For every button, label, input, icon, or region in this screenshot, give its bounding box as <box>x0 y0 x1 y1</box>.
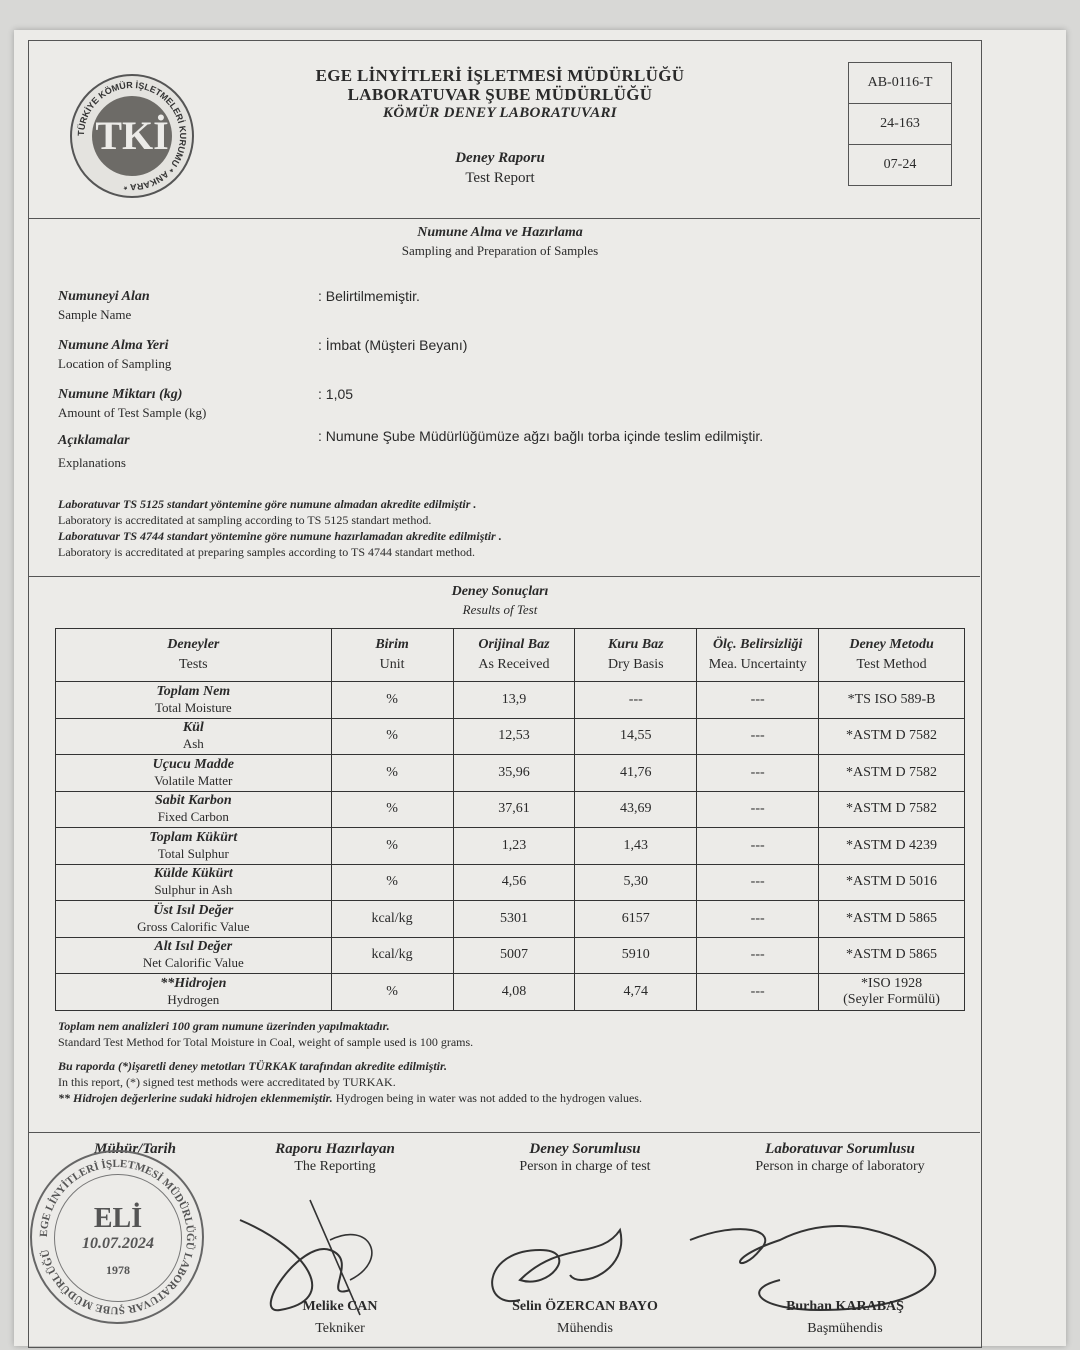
column-header: Ölç. Belirsizliği Mea. Uncertainty <box>697 629 819 682</box>
cell-method-note: (Seyler Formülü) <box>843 991 940 1007</box>
note-line: Laboratory is accreditated at preparing samples according to TS 4744 standart method. <box>58 545 475 559</box>
cell-unit: % <box>331 864 453 901</box>
signer-name: Selin ÖZERCAN BAYO <box>512 1299 658 1314</box>
signature-block-lab <box>720 1140 960 1176</box>
cell-uncertainty: --- <box>697 974 819 1011</box>
cell-method: *ASTM D 7582 <box>846 728 938 744</box>
footnote-line: Bu raporda (*)işaretli deney metotları TÜRKAK tarafından akredite edilmiştir. <box>58 1059 448 1073</box>
cell-test-method <box>819 791 965 828</box>
signer-reporter <box>255 1296 425 1340</box>
cell-test-method <box>819 974 965 1011</box>
report-title-tr: Deney Raporu <box>455 150 545 166</box>
report-number: 24-163 <box>849 104 951 145</box>
cell-as-received: 4,56 <box>453 864 575 901</box>
cell-test: Toplam Kükürt Total Sulphur <box>56 828 332 865</box>
cell-method: *ISO 1928 <box>861 975 923 991</box>
table-row <box>56 828 965 865</box>
cell-dry-basis: 5,30 <box>575 864 697 901</box>
signature-title: Mühür/Tarih <box>93 1141 176 1157</box>
cell-as-received: 5301 <box>453 901 575 938</box>
cell-test: **Hidrojen Hydrogen <box>56 974 332 1011</box>
cell-test: Üst Isıl Değer Gross Calorific Value <box>56 901 332 938</box>
field-label-tr: Numuneyi Alan <box>58 289 150 304</box>
field-explanations <box>58 432 130 472</box>
divider <box>28 1132 980 1133</box>
cell-as-received: 37,61 <box>453 791 575 828</box>
divider <box>28 218 980 219</box>
cell-dry-basis: --- <box>575 682 697 719</box>
cell-as-received: 4,08 <box>453 974 575 1011</box>
cell-uncertainty: --- <box>697 937 819 974</box>
cell-method: *ASTM D 7582 <box>846 764 938 780</box>
results-section-title <box>300 583 700 619</box>
signature-scribble-test <box>492 1230 621 1301</box>
cell-as-received: 1,23 <box>453 828 575 865</box>
cell-unit: % <box>331 755 453 792</box>
signature-block-reporter <box>235 1140 435 1176</box>
results-title-en: Results of Test <box>462 602 538 617</box>
sampling-section-title <box>300 224 700 260</box>
column-header: Deney Metodu Test Method <box>819 629 965 682</box>
signer-lab <box>740 1296 950 1340</box>
cell-test-method <box>819 828 965 865</box>
signature-subtitle: The Reporting <box>294 1159 376 1174</box>
cell-method: *ASTM D 4239 <box>846 837 938 853</box>
report-period: 07-24 <box>883 157 917 172</box>
cell-dry-basis: 6157 <box>575 901 697 938</box>
document-code-box <box>848 62 952 186</box>
cell-method: *ASTM D 7582 <box>846 801 938 817</box>
field-value: : İmbat (Müşteri Beyanı) <box>318 337 468 353</box>
field-sample-name <box>58 288 150 324</box>
cell-method: *ASTM D 5016 <box>846 874 938 890</box>
note-line: Laboratory is accreditated at sampling according to TS 5125 standart method. <box>58 513 432 527</box>
field-location <box>58 337 171 373</box>
tki-logo <box>70 74 194 198</box>
cell-test: Kül Ash <box>56 718 332 755</box>
cell-unit: % <box>331 828 453 865</box>
table-row <box>56 682 965 719</box>
cell-test: Sabit Karbon Fixed Carbon <box>56 791 332 828</box>
cell-uncertainty: --- <box>697 864 819 901</box>
signer-name: Melike CAN <box>302 1299 378 1314</box>
signature-block-test <box>470 1140 700 1176</box>
cell-uncertainty: --- <box>697 791 819 828</box>
document-code: AB-0116-T <box>849 63 951 104</box>
cell-as-received: 13,9 <box>453 682 575 719</box>
divider <box>28 576 980 577</box>
official-stamp <box>30 1150 204 1324</box>
cell-test-method <box>819 864 965 901</box>
cell-test-method <box>819 901 965 938</box>
report-title <box>380 148 620 188</box>
logo-center: TKİ <box>92 96 172 176</box>
column-header: Deneyler Tests <box>56 629 332 682</box>
field-label-en: Location of Sampling <box>58 356 172 371</box>
cell-test-method <box>819 937 965 974</box>
footnote-line: Standard Test Method for Total Moisture in Coal, weight of sample used is 100 grams. <box>58 1035 474 1049</box>
signature-title: Raporu Hazırlayan <box>275 1141 395 1157</box>
field-label-tr: Numune Alma Yeri <box>58 338 169 353</box>
stamp-inner <box>54 1174 182 1302</box>
cell-uncertainty: --- <box>697 828 819 865</box>
cell-as-received: 12,53 <box>453 718 575 755</box>
column-header: Orijinal Baz As Received <box>453 629 575 682</box>
cell-uncertainty: --- <box>697 755 819 792</box>
institution-header <box>250 66 750 123</box>
cell-method: *ASTM D 5865 <box>846 910 938 926</box>
table-row <box>56 791 965 828</box>
cell-test-method <box>819 755 965 792</box>
footnote-line: Toplam nem analizleri 100 gram numune üzerinden yapılmaktadır. <box>58 1019 390 1033</box>
footnote-line: In this report, (*) signed test methods were accreditated by TURKAK. <box>58 1075 396 1089</box>
cell-test: Alt Isıl Değer Net Calorific Value <box>56 937 332 974</box>
footnote-line: Hydrogen being in water was not added to the hydrogen values. <box>335 1091 642 1105</box>
cell-as-received: 5007 <box>453 937 575 974</box>
sampling-title-en: Sampling and Preparation of Samples <box>401 243 599 258</box>
cell-test: Uçucu Madde Volatile Matter <box>56 755 332 792</box>
logo-ring-text: TÜRKİYE KÖMÜR İŞLETMELERİ KURUMU * ANKARA * <box>75 79 189 193</box>
field-label-en: Explanations <box>58 455 126 470</box>
signature-subtitle: Person in charge of laboratory <box>755 1159 925 1174</box>
field-amount <box>58 386 206 422</box>
field-label-tr: Açıklamalar <box>58 433 130 448</box>
signer-role: Mühendis <box>557 1321 613 1336</box>
report-title-en: Test Report <box>465 170 535 186</box>
signer-role: Tekniker <box>315 1321 365 1336</box>
cell-dry-basis: 4,74 <box>575 974 697 1011</box>
header-line-1: EGE LİNYİTLERİ İŞLETMESİ MÜDÜRLÜĞÜ <box>315 66 685 85</box>
cell-test: Toplam Nem Total Moisture <box>56 682 332 719</box>
cell-test-method <box>819 718 965 755</box>
cell-dry-basis: 43,69 <box>575 791 697 828</box>
stamp-ring-text: EGE LİNYİTLERİ İŞLETMESİ MÜDÜRLÜĞÜ LABORATUVAR ŞUBE MÜDÜRLÜĞÜ <box>37 1157 197 1317</box>
footnote-line: ** Hidrojen değerlerine sudaki hidrojen eklenmemiştir. <box>58 1091 333 1105</box>
accreditation-notes <box>58 496 502 560</box>
sampling-title-tr: Numune Alma ve Hazırlama <box>417 225 583 240</box>
results-title-tr: Deney Sonuçları <box>451 584 549 599</box>
table-row <box>56 755 965 792</box>
column-header: Birim Unit <box>331 629 453 682</box>
cell-uncertainty: --- <box>697 901 819 938</box>
cell-method: *TS ISO 589-B <box>847 691 936 707</box>
field-value: : Numune Şube Müdürlüğümüze ağzı bağlı torba içinde teslim edilmiştir. <box>318 428 764 444</box>
cell-dry-basis: 41,76 <box>575 755 697 792</box>
cell-unit: kcal/kg <box>331 937 453 974</box>
cell-test-method <box>819 682 965 719</box>
header-line-3: KÖMÜR DENEY LABORATUVARI <box>383 105 617 121</box>
field-value: : 1,05 <box>318 386 354 402</box>
table-row <box>56 937 965 974</box>
cell-unit: % <box>331 974 453 1011</box>
field-label-en: Sample Name <box>58 307 132 322</box>
stamp-date: 10.07.2024 <box>82 1235 154 1252</box>
header-line-2: LABORATUVAR ŞUBE MÜDÜRLÜĞÜ <box>347 85 653 104</box>
table-header-row <box>56 629 965 682</box>
cell-uncertainty: --- <box>697 718 819 755</box>
cell-unit: kcal/kg <box>331 901 453 938</box>
footnotes <box>58 1018 642 1106</box>
field-value: : Belirtilmemiştir. <box>318 288 420 304</box>
table-row <box>56 718 965 755</box>
cell-unit: % <box>331 718 453 755</box>
signer-name: Burhan KARABAŞ <box>786 1299 904 1314</box>
table-row <box>56 974 965 1011</box>
stamp-year: 1978 <box>106 1263 130 1277</box>
cell-method: *ASTM D 5865 <box>846 947 938 963</box>
signer-role: Başmühendis <box>807 1321 883 1336</box>
cell-dry-basis: 1,43 <box>575 828 697 865</box>
signature-title: Laboratuvar Sorumlusu <box>765 1141 915 1157</box>
field-label-en: Amount of Test Sample (kg) <box>58 405 207 420</box>
column-header: Kuru Baz Dry Basis <box>575 629 697 682</box>
results-table <box>55 628 965 1011</box>
signature-subtitle: Person in charge of test <box>519 1159 651 1174</box>
cell-dry-basis: 5910 <box>575 937 697 974</box>
note-line: Laboratuvar TS 5125 standart yöntemine göre numune almadan akredite edilmiştir . <box>58 497 477 511</box>
cell-dry-basis: 14,55 <box>575 718 697 755</box>
signer-test <box>470 1296 700 1340</box>
cell-unit: % <box>331 682 453 719</box>
cell-unit: % <box>331 791 453 828</box>
field-label-tr: Numune Miktarı (kg) <box>58 387 183 402</box>
stamp-center: ELİ <box>93 1203 143 1234</box>
cell-test: Külde Kükürt Sulphur in Ash <box>56 864 332 901</box>
note-line: Laboratuvar TS 4744 standart yöntemine göre numune hazırlamadan akredite edilmiştir . <box>58 529 502 543</box>
signature-title: Deney Sorumlusu <box>529 1141 641 1157</box>
cell-as-received: 35,96 <box>453 755 575 792</box>
cell-uncertainty: --- <box>697 682 819 719</box>
table-row <box>56 901 965 938</box>
table-row <box>56 864 965 901</box>
